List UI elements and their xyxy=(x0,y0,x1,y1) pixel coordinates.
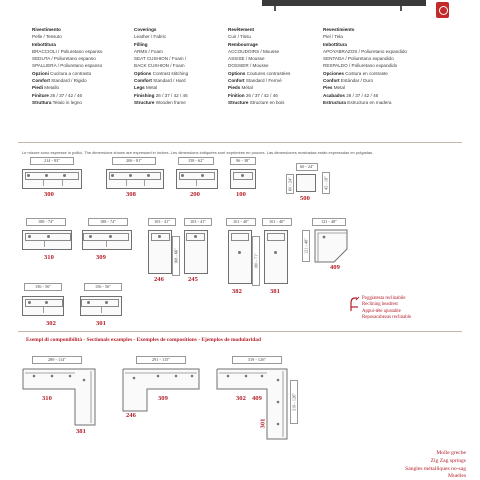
model-code: 246 xyxy=(126,412,136,419)
spec-row: Finiture 26 / 37 / 42 / 46 xyxy=(32,92,83,98)
spec-row: BRACCIOLI / Poliuretano espanso xyxy=(32,48,103,54)
dimension-label: 188 - 74" xyxy=(88,218,128,226)
model-code: 309 xyxy=(158,395,168,402)
spec-row: Finition 26 / 37 / 42 / 46 xyxy=(228,92,278,98)
spec-row: Opciones Costura en contraste xyxy=(323,70,388,76)
spec-column-en xyxy=(134,26,242,106)
dimension-label: 214 - 83" xyxy=(30,157,74,165)
reclining-headrest-icon xyxy=(348,296,360,312)
dimension-label: 45 - 18" xyxy=(322,172,330,194)
spec-column-es xyxy=(323,26,431,106)
dimension-label: 103 - 41" xyxy=(184,218,212,226)
spec-row: Estructura Estructura en madera xyxy=(323,99,392,105)
spec-heading: Coverings xyxy=(134,27,157,32)
dimension-label: 101 - 40" xyxy=(262,218,292,226)
dimension-label: 60 - 24" xyxy=(286,174,294,194)
model-code: 409 xyxy=(252,395,262,402)
dimension-label: 121 - 48" xyxy=(312,218,346,226)
dimension-label: 96 - 38" xyxy=(230,157,256,165)
spec-row: Comfort Standard / Hard xyxy=(134,78,186,84)
model-code: 309 xyxy=(96,254,106,261)
model-code: 382 xyxy=(232,288,242,295)
model-code: 301 xyxy=(259,418,267,429)
spec-row: SEDUTA / Poliuretano espanso xyxy=(32,56,96,62)
spec-row: Filling xyxy=(134,41,148,47)
spec-row: Piel / Tela xyxy=(323,34,343,40)
sofa-310 xyxy=(22,230,72,250)
spec-row: Imbottitura xyxy=(32,41,56,47)
spec-row: Rembourrage xyxy=(228,41,258,47)
spec-row: Imbottitura xyxy=(323,41,347,47)
dimension-label: 103 - 41" xyxy=(148,218,176,226)
model-code: 310 xyxy=(42,395,52,402)
composition-1 xyxy=(22,368,96,426)
spec-row: RESPALDO / Poliuretano expandido xyxy=(323,63,398,69)
spec-row: Leather / Fabric xyxy=(134,34,167,40)
divider xyxy=(18,142,462,143)
dimension-label: 319 - 126" xyxy=(290,380,298,424)
model-code: 300 xyxy=(44,191,54,198)
spec-column-it xyxy=(32,26,140,106)
spec-row: BACK CUSHION / Foam xyxy=(134,63,185,69)
model-code: 302 xyxy=(236,395,246,402)
model-code: 301 xyxy=(96,320,106,327)
dimension-label: 60 - 24" xyxy=(296,163,318,171)
compositions-title: Esempi di componibilità - Sectionals examples - Exemples de compositions - Ejemplos de modularidad xyxy=(26,337,261,343)
spec-row: Pies Metal xyxy=(323,85,345,91)
spec-column-fr xyxy=(228,26,336,106)
model-code: 302 xyxy=(46,320,56,327)
spec-row: ASSISE / Mousse xyxy=(228,56,265,62)
pouf-500 xyxy=(296,174,316,192)
dimension-label: 319 - 126" xyxy=(232,356,282,364)
spec-row: APOYABRAZOS / Poliuretano expandido xyxy=(323,48,407,54)
dimension-label: 121 - 48" xyxy=(302,230,310,262)
spec-row: Structure Structure en bois xyxy=(228,99,285,105)
reclining-legend: Poggiatesta reclinabile Reclining headrest Appui-tête ajustable Reposacabezas reclinable xyxy=(362,296,412,320)
spec-row: Struttura Telaio in legno xyxy=(32,99,82,105)
dimension-label: 291 - 115" xyxy=(136,356,186,364)
sofa-308 xyxy=(106,169,164,189)
spec-row: Legs Metal xyxy=(134,85,158,91)
spec-heading: Rivestimento xyxy=(32,27,61,32)
dimension-label: 101 - 40" xyxy=(226,218,256,226)
measure-note: Le misure sono espresse in pollici. The dimensions shown are expressed in inches. Les dimensions indiquées sont exprimées en pouces. Las dimensiones mostradas están expresadas en pulgadas. xyxy=(22,150,374,155)
model-code: 308 xyxy=(126,191,136,198)
product-photo xyxy=(262,0,426,6)
spec-row: SPALLIERA / Poliuretano espanso xyxy=(32,63,103,69)
spec-heading: Revêtement xyxy=(228,27,255,32)
chaise-381 xyxy=(264,230,288,284)
model-code: 310 xyxy=(44,254,54,261)
sofa-200 xyxy=(176,169,218,189)
spec-row: Finishing 26 / 37 / 42 / 46 xyxy=(134,92,188,98)
model-code: 409 xyxy=(330,264,340,271)
dimension-label: 156 - 56" xyxy=(24,283,62,291)
sofa-301 xyxy=(80,296,122,316)
spec-row: SEAT CUSHION / Foam / xyxy=(134,56,187,62)
spec-row: SENTADA / Poliuretano expandido xyxy=(323,56,394,62)
dimension-label: 289 - 114" xyxy=(32,356,82,364)
model-code: 246 xyxy=(154,276,164,283)
composition-2 xyxy=(122,368,200,412)
spec-row: Structure Wooden frame xyxy=(134,99,186,105)
chaise-246 xyxy=(148,230,172,274)
spec-row: Opzioni Cucitura a contrasto xyxy=(32,70,92,76)
model-code: 200 xyxy=(190,191,200,198)
dimension-label: 180 - 71" xyxy=(252,236,260,286)
spec-row: Acabados 26 / 37 / 42 / 46 xyxy=(323,92,379,98)
model-code: 381 xyxy=(270,288,280,295)
composition-3 xyxy=(216,368,288,440)
model-code: 500 xyxy=(300,195,310,202)
spec-row: DOSSIER / Mousse xyxy=(228,63,269,69)
spec-row: ACCOUDOIRS / Mousse xyxy=(228,48,280,54)
model-code: 381 xyxy=(76,428,86,435)
model-code: 100 xyxy=(236,191,246,198)
spec-row: Confort Standard / Fermé xyxy=(228,78,282,84)
spec-row: Confort Estándar / Duro xyxy=(323,78,374,84)
spec-heading: Revestimiento xyxy=(323,27,355,32)
springs-note: Molle greche Zig Zag springs Sangles métalliques no-sag Muelles xyxy=(405,450,466,480)
dimension-label: 188 - 74" xyxy=(26,218,66,226)
model-code: 245 xyxy=(188,276,198,283)
spec-row: Options Coutures contrastées xyxy=(228,70,291,76)
spec-row: ARMS / Foam xyxy=(134,48,163,54)
spec-row: Options Contrast stitching xyxy=(134,70,189,76)
spec-row: Piedi Metallo xyxy=(32,85,60,91)
spec-row: Pelle / Tessuto xyxy=(32,34,62,40)
spec-row: Comfort Standard / Rigido xyxy=(32,78,87,84)
sofa-302 xyxy=(22,296,64,316)
corner-409 xyxy=(314,229,348,263)
dimension-label: 206 - 81" xyxy=(112,157,156,165)
chaise-245 xyxy=(184,230,208,274)
sofa-100 xyxy=(230,169,256,189)
chaise-382 xyxy=(228,230,252,284)
dimension-label: 168 - 66" xyxy=(172,236,180,276)
divider xyxy=(18,331,462,332)
sofa-309 xyxy=(82,230,132,250)
dimension-label: 156 - 56" xyxy=(84,283,122,291)
dimension-label: 158 - 62" xyxy=(178,157,214,165)
spec-row: Cuir / Tissu xyxy=(228,34,251,40)
sofa-300 xyxy=(22,169,82,189)
spec-row: Pieds Métal xyxy=(228,85,253,91)
brand-logo xyxy=(436,2,449,18)
